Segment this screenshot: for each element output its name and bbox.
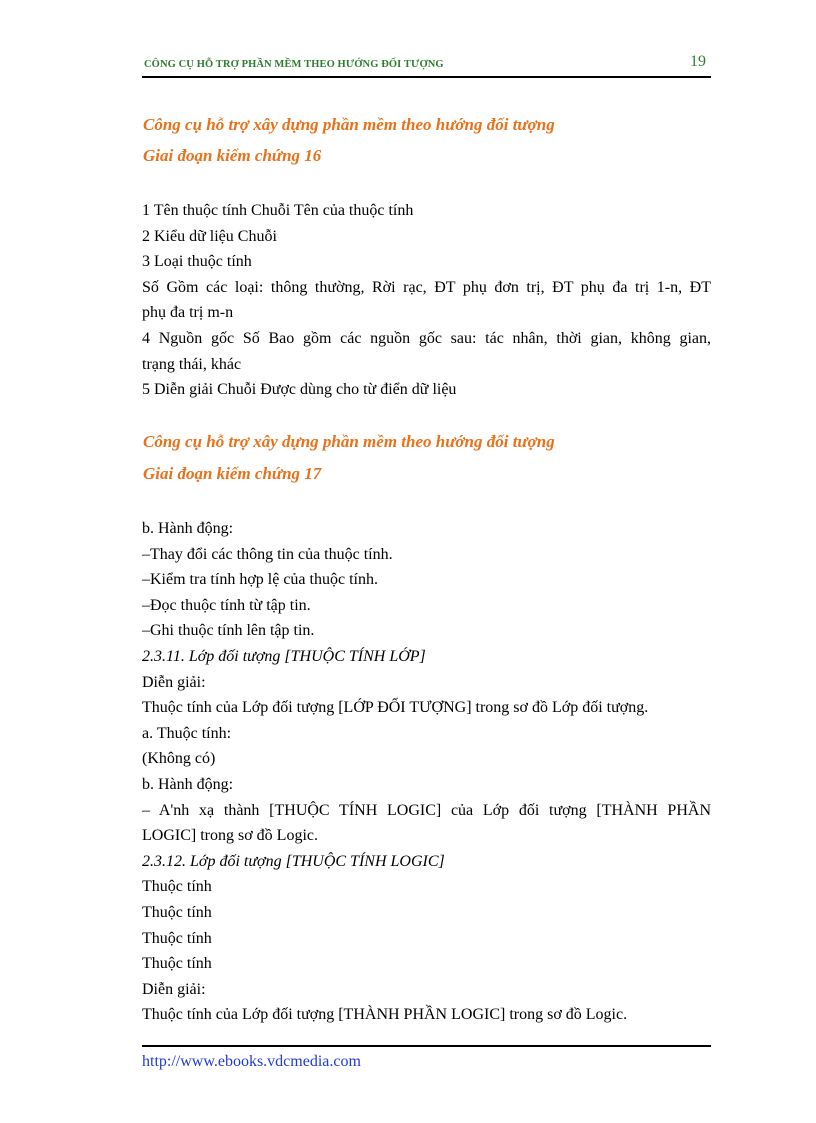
body-line: 5 Diễn giải Chuỗi Được dùng cho từ điển dữ liệu [142,381,457,399]
section-17-body [142,516,711,1028]
body-line: –Kiểm tra tính hợp lệ của thuộc tính. [142,571,378,589]
body-line: Thuộc tính [142,929,212,947]
body-line: a. Thuộc tính: [142,724,232,742]
body-line: –Đọc thuộc tính từ tập tin. [142,596,311,614]
section-16-body [142,198,711,403]
footer-link[interactable]: http://www.ebooks.vdcmedia.com [142,1053,361,1070]
page-number: 19 [690,53,706,70]
running-header-title: CÔNG CỤ HỖ TRỢ PHẦN MỀM THEO HƯỚNG ĐỐI TƯỢNG [144,59,444,70]
body-line: Thuộc tính của Lớp đối tượng [THÀNH PHẦN LOGIC] trong sơ đồ Logic. [142,1006,628,1024]
body-line: phụ đa trị m-n [142,304,234,322]
body-line: Diễn giải: [142,673,206,691]
body-line: Thuộc tính [142,955,212,973]
body-line: (Không có) [142,750,216,768]
body-line: Số Gồm các loại: thông thường, Rời rạc, ĐT phụ đơn trị, ĐT phụ đa trị 1-n, ĐT [142,278,711,296]
header-divider [142,76,711,78]
body-line: Thuộc tính của Lớp đối tượng [LỚP ĐỐI TƯỢNG] trong sơ đồ Lớp đối tượng. [142,699,649,717]
section-16-subtitle: Giai đoạn kiểm chứng 16 [143,146,322,165]
body-line: b. Hành động: [142,775,234,793]
subsection-heading: 2.3.11. Lớp đối tượng [THUỘC TÍNH LỚP] [142,647,426,665]
body-line: 2 Kiểu dữ liệu Chuỗi [142,227,277,245]
subsection-heading: 2.3.12. Lớp đối tượng [THUỘC TÍNH LOGIC] [142,852,445,870]
body-line: LOGIC] trong sơ đồ Logic. [142,827,318,845]
body-line: 1 Tên thuộc tính Chuỗi Tên của thuộc tính [142,202,414,219]
body-line: – A'nh xạ thành [THUỘC TÍNH LOGIC] của Lớp đối tượng [THÀNH PHẦN [142,801,711,819]
section-17-subtitle: Giai đoạn kiểm chứng 17 [143,464,322,483]
body-line: Thuộc tính [142,903,212,921]
body-line: –Ghi thuộc tính lên tập tin. [142,622,315,640]
body-line: b. Hành động: [142,520,234,537]
body-line: trạng thái, khác [142,355,242,373]
body-line: 4 Nguồn gốc Số Bao gồm các nguồn gốc sau: tác nhân, thời gian, không gian, [142,329,711,347]
body-line: Diễn giải: [142,980,206,998]
body-line: 3 Loại thuộc tính [142,253,252,271]
footer-divider [142,1045,711,1047]
section-17-title: Công cụ hỗ trợ xây dựng phần mềm theo hướng đối tượng [143,432,555,451]
body-line: –Thay đổi các thông tin của thuộc tính. [142,545,393,563]
section-16-title: Công cụ hỗ trợ xây dựng phần mềm theo hướng đối tượng [143,115,555,134]
body-line: Thuộc tính [142,878,212,896]
